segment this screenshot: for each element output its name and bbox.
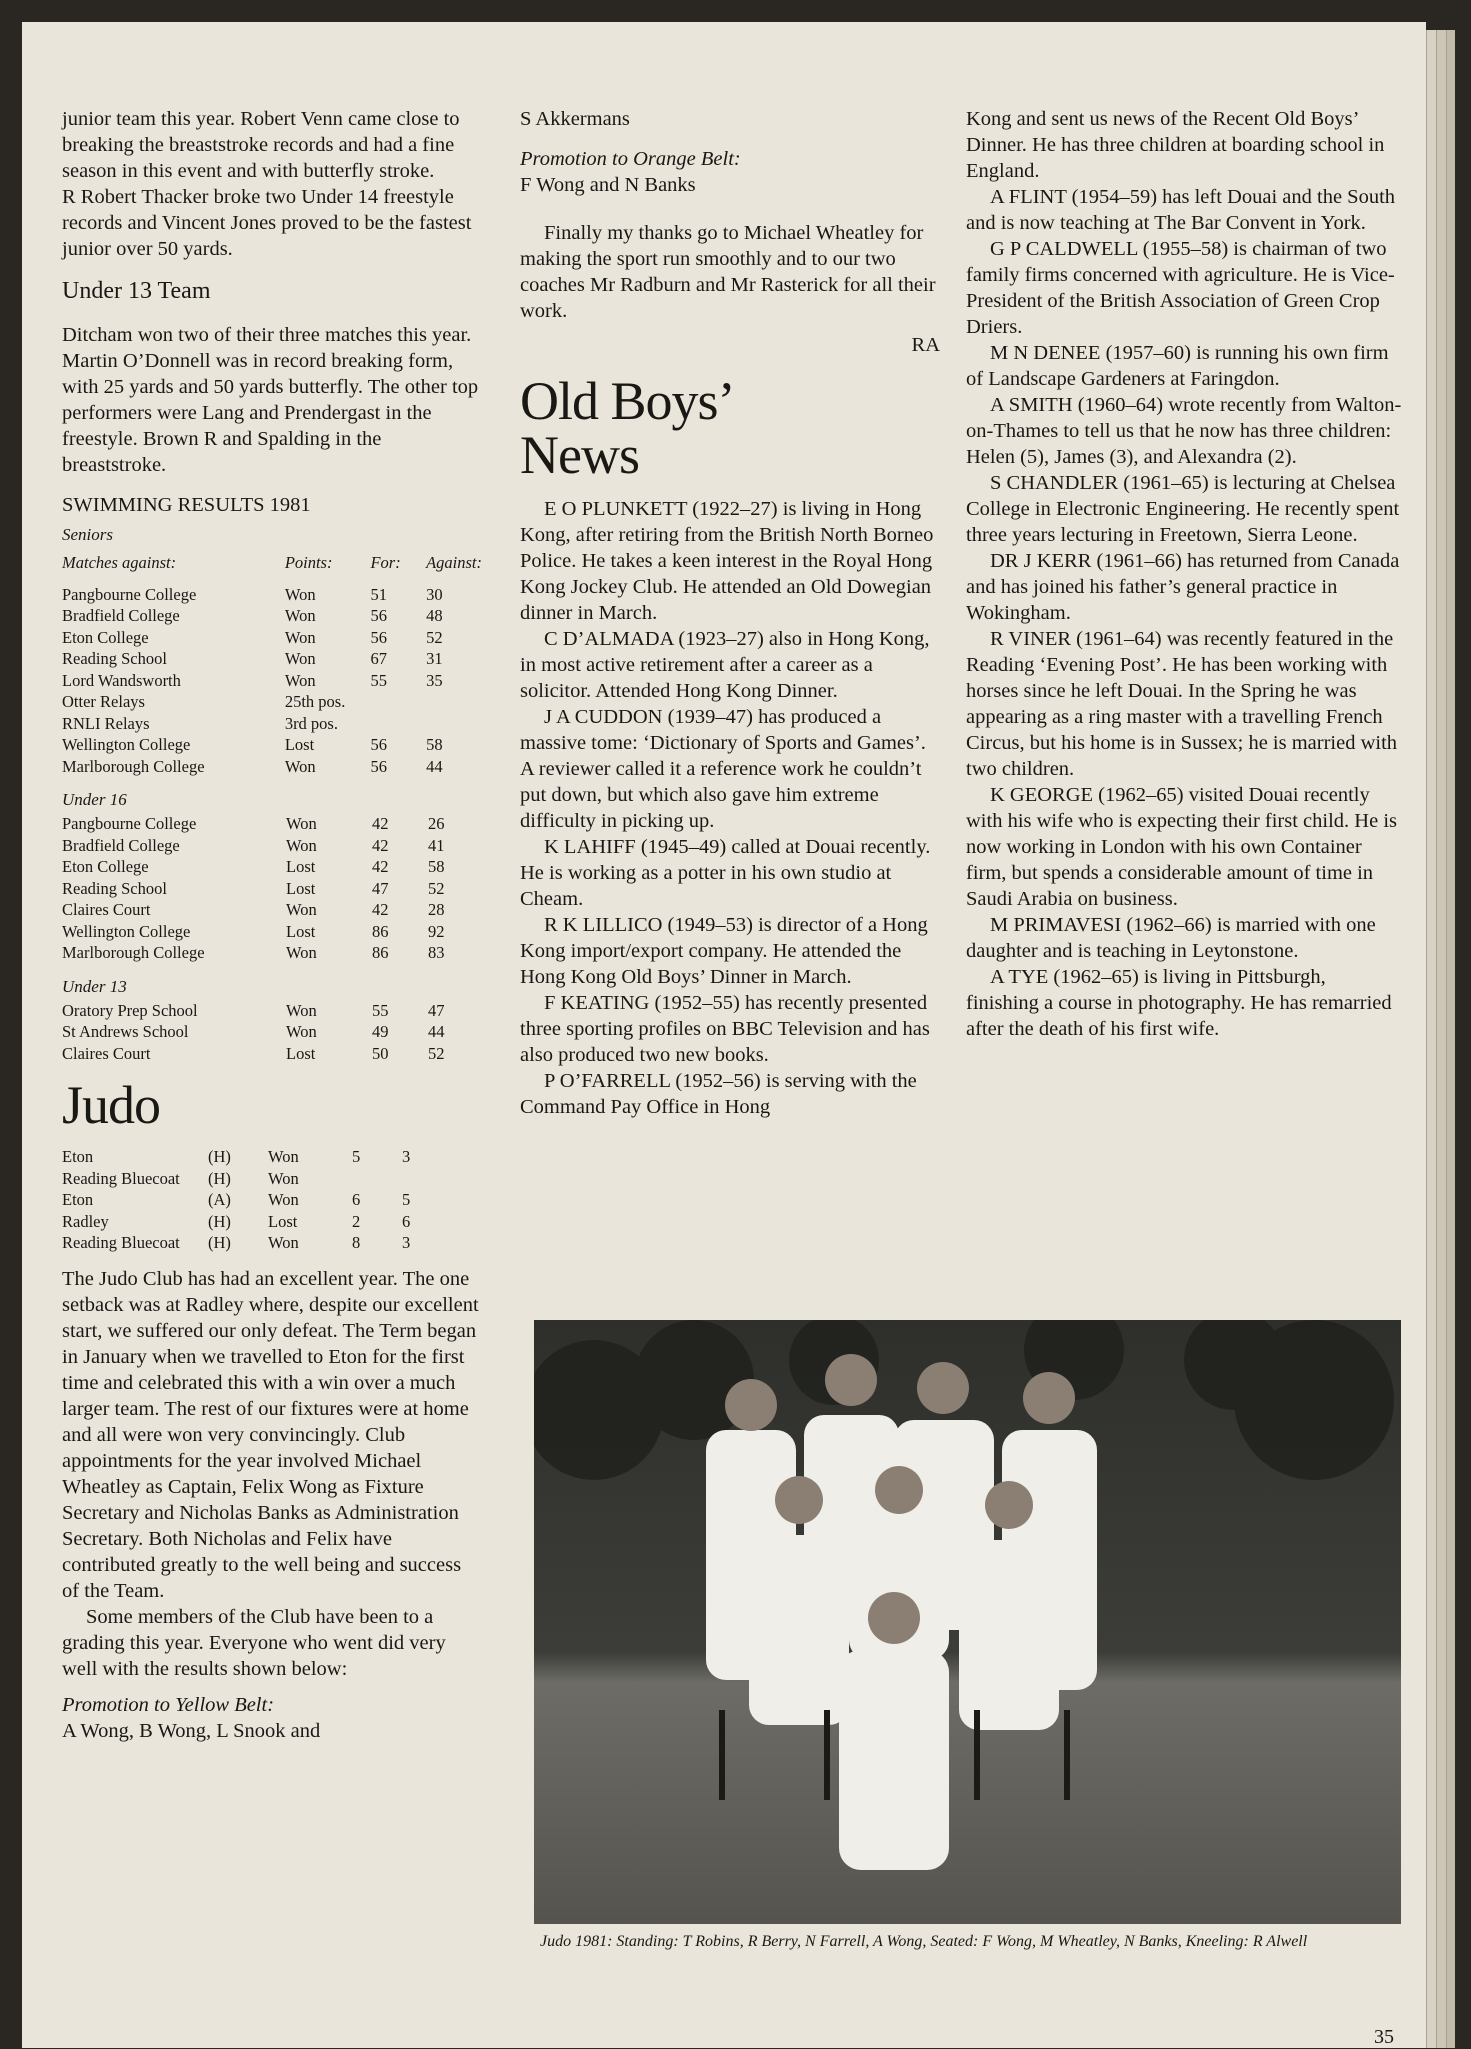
table-cell: 47 [428,1000,445,1020]
thanks-para: Finally my thanks go to Michael Wheatley for making the sport run smoothly and to our two coaches Mr Radburn and Mr Rasterick for all their work. [520,222,936,322]
table-cell [352,1168,402,1190]
table-row [62,1021,478,1043]
table-row [62,1168,442,1190]
page-edge [1446,30,1455,2048]
header-points: Points: [284,553,333,572]
under16-label: Under 16 [62,790,127,809]
table-cell: Lost [286,857,316,876]
table-cell: 58 [426,735,443,754]
table-cell: Wellington College [62,735,191,754]
results-title: SWIMMING RESULTS 1981 [62,494,311,516]
yellow-belt-names: A Wong, B Wong, L Snook and [62,1719,321,1742]
column-1 [62,106,482,1744]
table-cell: 52 [428,878,445,898]
table-cell: 8 [352,1233,361,1252]
table-cell: Marlborough College [62,756,205,776]
table-cell: Lost [268,1211,298,1231]
table-row [62,627,482,649]
news-item: K LAHIFF (1945–49) called at Douai recently. He is working as a potter in his own studio at Cheam. [520,836,931,910]
table-row [62,878,478,900]
table-cell: Won [286,900,317,919]
table-cell: 58 [428,857,445,876]
table-cell: 52 [426,627,443,647]
table-cell: St Andrews School [62,1022,189,1041]
table-cell: 25th pos. [284,692,346,711]
swim-para-2: R Robert Thacker broke two Under 14 freestyle records and Vincent Jones proved to be the fastest junior over 50 yards. [62,186,472,260]
judo-para-1: The Judo Club has had an excellent year. The one setback was at Radley where, despite our excellent start, we suffered our only defeat. The Term began in January when we travelled to Eton for the first time and celebrated this with a win over a much larger team. The rest of our fixtures were at home and all were won very convincingly. Club appointments for the year involved Michael Wheatley as Captain, Felix Wong as Fixture Secretary and Nicholas Banks as Administration Secretary. Both Nicholas and Felix have contributed greatly to the well being and success of the Team. [62,1267,479,1602]
news-item: G P CALDWELL (1955–58) is chairman of two family firms concerned with agriculture. He is Vice-President of the British Association of Green Crop Driers. [966,238,1395,338]
table-cell: (H) [208,1147,231,1166]
table-cell: Won [284,756,316,776]
photo-caption: Judo 1981: Standing: T Robins, R Berry, N Farrell, A Wong, Seated: F Wong, M Wheatley, N Banks, Kneeling: R Alwell [540,1933,1308,1950]
table-cell: 44 [428,1022,445,1041]
table-row [62,942,478,964]
table-cell: Won [284,649,316,668]
table-row [62,921,478,943]
news-item: M N DENEE (1957–60) is running his own firm of Landscape Gardeners at Faringdon. [966,342,1389,390]
table-row [62,1146,442,1168]
table-cell: Pangbourne College [62,814,197,833]
table-cell: Won [286,943,317,962]
table-cell [370,713,426,735]
news-item: A FLINT (1954–59) has left Douai and the South and is now teaching at The Bar Convent in York. [966,186,1396,234]
table-row [62,899,478,921]
under13-table [62,1000,478,1065]
table-cell: 92 [428,921,445,941]
news-item: R VINER (1961–64) was recently featured in the Reading ‘Evening Post’. He has been working with horses since he left Douai. In the Spring he was appearing as a ring master with a travelling French Circus, but his home is in Sussex; he is married with two children. [966,628,1398,780]
seniors-table [62,552,482,777]
news-item: C D’ALMADA (1923–27) also in Hong Kong, in most active retirement after a career as a solicitor. Attended Hong Kong Dinner. [520,628,930,702]
table-cell: 83 [428,943,445,962]
book-page [22,22,1426,2048]
table-cell: Lost [286,1043,316,1063]
table-cell: 6 [402,1211,411,1231]
table-row [62,856,478,878]
old-boys-news-list-2 [966,184,1402,1042]
table-cell: 48 [426,606,443,625]
table-cell: 49 [372,1022,389,1041]
news-item: K GEORGE (1962–65) visited Douai recently with his wife who is expecting their first child. He is now working in London with his own Container firm, but spends a considerable amount of time in Saudi Arabia on business. [966,784,1397,910]
old-boys-heading-line-2: News [520,425,639,485]
orange-belt-label: Promotion to Orange Belt: [520,148,741,170]
table-cell: Bradfield College [62,606,180,625]
table-cell: (H) [208,1233,231,1252]
news-item: J A CUDDON (1939–47) has produced a massive tome: ‘Dictionary of Sports and Games’. A reviewer called it a reference work he couldn’t put down, but which also gave him extreme difficulty in picking up. [520,706,926,832]
table-cell: 41 [428,835,445,855]
table-row [62,813,478,835]
table-cell: 56 [370,735,387,754]
table-cell: Won [284,670,316,690]
under13-label: Under 13 [62,976,127,996]
table-cell: 42 [372,814,389,833]
table-row [62,713,482,735]
table-cell: Won [286,1000,317,1020]
judo-team-photo [534,1320,1401,1924]
table-cell: Won [284,627,316,647]
under13-text: Ditcham won two of their three matches this year. Martin O’Donnell was in record breaking form, with 25 yards and 50 yards butterfly. The other top performers were Lang and Prendergast in the freestyle. Brown R and Spalding in the breaststroke. [62,324,479,476]
judo-photo-image [534,1320,1401,1924]
news-item: A SMITH (1960–64) wrote recently from Walton-on-Thames to tell us that he now has three children: Helen (5), James (3), and Alexandra (2). [966,394,1402,468]
table-cell: Radley [62,1211,109,1231]
table-cell: Reading Bluecoat [62,1168,180,1188]
news-item: R K LILLICO (1949–53) is director of a Hong Kong import/export company. He attended the Hong Kong Old Boys’ Dinner in March. [520,914,928,988]
table-cell: 56 [370,756,387,776]
table-cell: Reading Bluecoat [62,1233,180,1252]
table-cell: 35 [426,670,443,690]
table-cell: Lost [284,735,315,754]
table-cell: Eton [62,1147,94,1166]
table-row [62,584,482,606]
table-cell: 6 [352,1190,361,1209]
table-cell: 30 [426,584,443,604]
table-row [62,1000,478,1022]
news-cont: Kong and sent us news of the Recent Old Boys’ Dinner. He has three children at boarding school in England. [966,108,1385,182]
header-matches: Matches against: [62,553,177,572]
table-cell: Eton College [62,627,149,647]
table-row [62,734,482,756]
table-cell: 31 [426,649,443,668]
table-cell: 50 [372,1043,389,1063]
table-cell: RNLI Relays [62,713,150,733]
table-cell [426,691,482,713]
table-cell: 86 [372,921,389,941]
table-cell [370,691,426,713]
table-cell: 47 [372,878,389,898]
table-row [62,1189,442,1211]
table-cell: Reading School [62,878,167,898]
news-item: M PRIMAVESI (1962–66) is married with one daughter and is teaching in Leytonstone. [966,914,1376,962]
under16-table [62,813,478,964]
old-boys-heading-line-1: Old Boys’ [520,371,735,431]
table-cell: Otter Relays [62,692,145,711]
table-cell: 55 [372,1000,389,1020]
table-cell: Marlborough College [62,943,205,962]
seniors-label: Seniors [62,525,113,544]
results-header-row [62,552,482,584]
table-cell: Wellington College [62,921,191,941]
news-item: P O’FARRELL (1952–56) is serving with the Command Pay Office in Hong [520,1070,917,1118]
news-item: F KEATING (1952–55) has recently presented three sporting profiles on BBC Television and has also produced two new books. [520,992,930,1066]
table-cell: 3rd pos. [284,713,338,733]
table-cell: 42 [372,857,389,876]
table-cell [402,1168,442,1190]
old-boys-heading [520,371,940,485]
table-cell: Pangbourne College [62,584,197,604]
table-row [62,835,478,857]
table-row [62,670,482,692]
news-item: DR J KERR (1961–66) has returned from Canada and has joined his father’s general practice in Wokingham. [966,550,1400,624]
table-cell: 51 [370,584,387,604]
table-cell: Won [284,606,316,625]
signoff: RA [911,334,940,356]
table-cell: 67 [370,649,387,668]
table-cell: 86 [372,943,389,962]
table-row [62,1043,478,1065]
table-cell: (H) [208,1168,231,1188]
table-cell: 56 [370,606,387,625]
table-cell: Eton [62,1190,94,1209]
table-cell: 3 [402,1147,411,1166]
table-cell: 42 [372,835,389,855]
table-row [62,691,482,713]
news-item: S CHANDLER (1961–65) is lecturing at Chelsea College in Electronic Engineering. He recently spent three years lecturing in Freetown, Sierra Leone. [966,472,1400,546]
table-row [62,648,482,670]
news-item: E O PLUNKETT (1922–27) is living in Hong Kong, after retiring from the British North Borneo Police. He takes a keen interest in the Royal Hong Kong Jockey Club. He attended an Old Dowegian dinner in March. [520,498,934,624]
yellow-belt-label: Promotion to Yellow Belt: [62,1693,275,1716]
table-cell: Bradfield College [62,835,180,855]
table-cell: 55 [370,670,387,690]
table-cell: (H) [208,1211,231,1231]
column-2 [520,106,940,1120]
table-cell: 28 [428,900,445,919]
table-cell: Claires Court [62,1043,151,1063]
page-number: 35 [1374,2026,1394,2048]
swim-para-1: junior team this year. Robert Venn came close to breaking the breaststroke records and had a fine season in this event and with butterfly stroke. [62,108,460,182]
table-cell: 44 [426,756,443,776]
table-cell: Lost [286,921,316,941]
table-cell: 42 [372,900,389,919]
table-cell: Won [284,584,316,604]
header-against: Against: [426,553,482,572]
table-row [62,1211,442,1233]
table-cell: Won [268,1190,299,1209]
table-cell: Won [268,1168,299,1188]
table-cell: Claires Court [62,900,151,919]
judo-results-table [62,1146,442,1254]
table-cell: 52 [428,1043,445,1063]
table-cell: Lord Wandsworth [62,670,181,690]
old-boys-news-list [520,496,940,1120]
table-cell: Reading School [62,649,167,668]
column-3 [966,106,1402,1042]
table-cell: (A) [208,1190,231,1209]
table-row [62,605,482,627]
table-cell: Won [286,835,317,855]
table-cell: 2 [352,1211,361,1231]
orange-belt-names: F Wong and N Banks [520,174,696,196]
news-item: A TYE (1962–65) is living in Pittsburgh, finishing a course in photography. He has remarried after the death of his first wife. [966,966,1392,1040]
table-cell: Eton College [62,857,149,876]
orange-cont: S Akkermans [520,108,630,130]
table-cell: Won [286,814,317,833]
table-cell: Won [268,1233,299,1252]
under13-heading: Under 13 Team [62,278,211,304]
table-cell: Won [286,1022,317,1041]
table-cell: 5 [402,1190,411,1209]
table-row [62,756,482,778]
table-row [62,1232,442,1254]
judo-heading: Judo [62,1075,161,1135]
table-cell: Won [268,1147,299,1166]
table-cell: 3 [402,1233,411,1252]
table-cell: 5 [352,1147,361,1166]
table-cell: 56 [370,627,387,647]
table-cell: Oratory Prep School [62,1000,198,1020]
header-for: For: [370,553,401,572]
table-cell [426,713,482,735]
table-cell: Lost [286,878,316,898]
table-cell: 26 [428,814,445,833]
judo-para-2: Some members of the Club have been to a grading this year. Everyone who went did very well with the results shown below: [62,1605,446,1680]
